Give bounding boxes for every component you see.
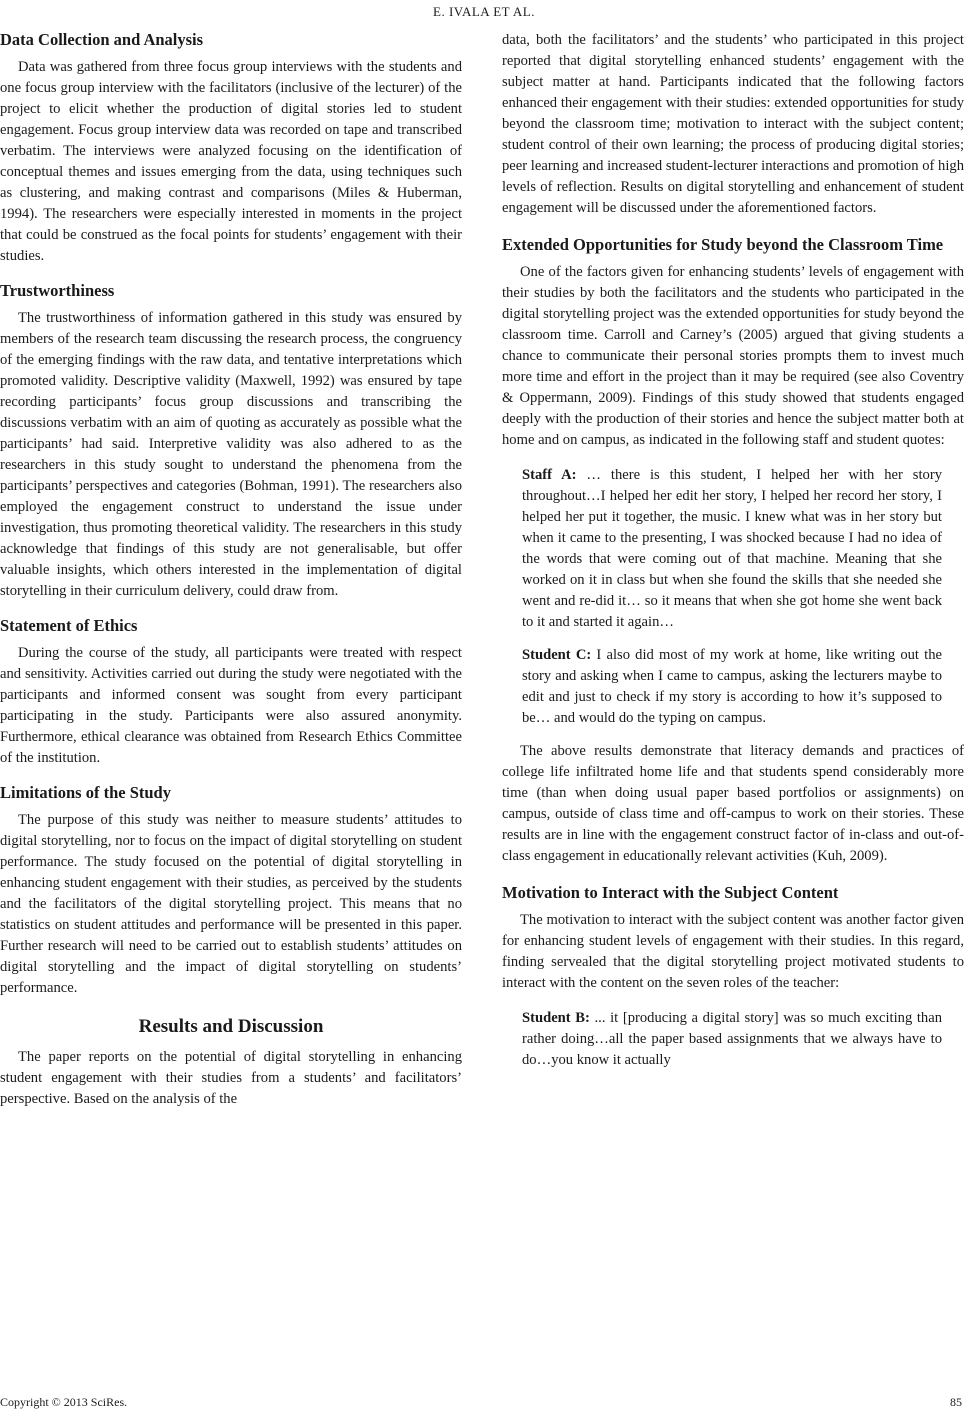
paragraph-extended-opportunities: One of the factors given for enhancing students’ levels of engagement with their studies by both the facilitators and the students who participated in the digital storytelling project was the extended opportunities for study beyond the classroom time. Carroll and Carney’s (2005) argued that giving students a chance to communicate their personal stories prompts them to invest much more time and effort in the project than it may be required (see also Coventry & Oppermann, 2009). Findings of this study showed that students engaged deeply with the production of their stories and hence the subject matter both at home and on campus, as indicated in the following staff and student quotes: — [502, 264, 964, 448]
heading-trustworthiness: Trustworthiness — [0, 281, 115, 300]
heading-extended-opportunities: Extended Opportunities for Study beyond the Classroom Time — [502, 235, 944, 254]
quote-text: I also did most of my work at home, like writing out the story and asking when I came to campus, asking the lecturers maybe to edit and just to check if my story is according to how it’s supposed to be… and would do the typing on campus. — [522, 647, 942, 726]
quote-speaker: Staff A: — [522, 467, 577, 483]
paragraph-results-intro: The paper reports on the potential of digital storytelling in enhancing student engagement with their studies from a students’ and facilitators’ perspective. Based on the analysis of the — [0, 1049, 462, 1107]
quote-student-c — [522, 645, 942, 729]
quote-text: … there is this student, I helped her with her story throughout…I helped her edit her story, I helped her record her story, I helped her put it together, the music. I knew what was in her story but when it came to the presenting, I was shocked because I had no idea of the words that were coming out of that machine. Meaning that she worked on it in class but when she found the skills that she needed she went and re-did it… so it means that when she got home she went back to it and started it again… — [522, 467, 942, 630]
right-column — [502, 30, 964, 1083]
paragraph-trustworthiness: The trustworthiness of information gathered in this study was ensured by members of the research team discussing the research process, the congruency of the emerging findings with the raw data, and tentative interpretations which promoted validity. Descriptive validity (Maxwell, 1992) was ensured by tape recording participants’ focus group discussions and transcribing the discussions verbatim with an aim of quoting as accurately as possible what the participants’ had said. Interpretive validity was also adhered to as the researchers in this study sought to understand the phenomena from the participants’ perspectives and categories (Bohman, 1991). The researchers also employed the engagement construct to understand the issue under investigation, thus promoting theoretical validity. The researchers in this study acknowledge that findings of this study are not generalisable, but offer valuable insights, which others interested in the implementation of digital storytelling in their curriculum delivery, could draw from. — [0, 310, 462, 599]
quote-speaker: Student B: — [522, 1010, 590, 1026]
quote-student-b — [522, 1008, 942, 1071]
left-column — [0, 30, 462, 1124]
paragraph-results-continued: data, both the facilitators’ and the students’ who participated in this project reported that digital storytelling enhanced students’ engagement with the subject matter at hand. Participants indicated that the following factors enhanced their engagement with their studies: extended opportunities for study beyond the classroom time; motivation to interact with the subject content; student control of their own learning; the process of producing digital stories; peer learning and increased student-lecturer interactions and promotion of high levels of reflection. Results on digital storytelling and enhancement of student engagement will be discussed under the aforementioned factors. — [502, 32, 964, 216]
heading-ethics: Statement of Ethics — [0, 616, 138, 635]
heading-results-discussion: Results and Discussion — [138, 1016, 324, 1037]
paragraph-data-collection: Data was gathered from three focus group interviews with the students and one focus group interview with the facilitators (inclusive of the lecturer) of the project to elicit whether the production of digital stories led to student engagement. Focus group interview data was recorded on tape and transcribed verbatim. The interviews were analyzed focusing on the identification of conceptual themes and issues emerging from the data, using techniques such as clustering, and making contrast and comparisons (Miles & Huberman, 1994). The researchers were especially interested in moments in the project that could be construed as the focal points for students’ engagement with their studies. — [0, 59, 462, 264]
quote-speaker: Student C: — [522, 647, 592, 663]
heading-limitations: Limitations of the Study — [0, 783, 171, 802]
paragraph-ethics: During the course of the study, all participants were treated with respect and sensitivity. Activities carried out during the study were negotiated with the participants and informed consent was sought from every participant participating in the study. Participants were also assured anonymity. Furthermore, ethical clearance was obtained from Research Ethics Committee of the institution. — [0, 645, 462, 766]
footer-copyright: Copyright © 2013 SciRes. — [0, 1395, 128, 1409]
paragraph-limitations: The purpose of this study was neither to measure students’ attitudes to digital storytelling, nor to focus on the impact of digital storytelling on student performance. The study focused on the potential of digital storytelling in enhancing student engagement with their studies, as perceived by the students and the facilitators of the digital storytelling project. This means that no statistics on student attitudes and performance will be presented in this paper. Further research will need to be carried out to establish students’ attitudes on digital storytelling and the impact of digital storytelling on students’ performance. — [0, 812, 462, 996]
heading-motivation: Motivation to Interact with the Subject Content — [502, 883, 839, 902]
heading-data-collection: Data Collection and Analysis — [0, 30, 204, 49]
footer-page-number: 85 — [950, 1395, 962, 1409]
quote-staff-a — [522, 465, 942, 633]
quote-text: ... it [producing a digital story] was so much exciting than rather doing…all the paper based assignments that we always have to do…you know it actually — [522, 1010, 942, 1068]
paragraph-results-demonstrate: The above results demonstrate that literacy demands and practices of college life infiltrated home life and that students spend considerably more time (than when doing usual paper based portfolios or assignments) on campus, outside of class time and off-campus to work on their stories. These results are in line with the engagement construct factor of in-class and out-of-class engagement in educationally relevant activities (Kuh, 2009). — [502, 743, 964, 864]
paragraph-motivation: The motivation to interact with the subject content was another factor given for enhancing student levels of engagement with their studies. In this regard, finding servealed that the digital storytelling project motivated students to interact with the content on the seven roles of the teacher: — [502, 912, 964, 991]
running-header: E. IVALA ET AL. — [433, 4, 535, 19]
